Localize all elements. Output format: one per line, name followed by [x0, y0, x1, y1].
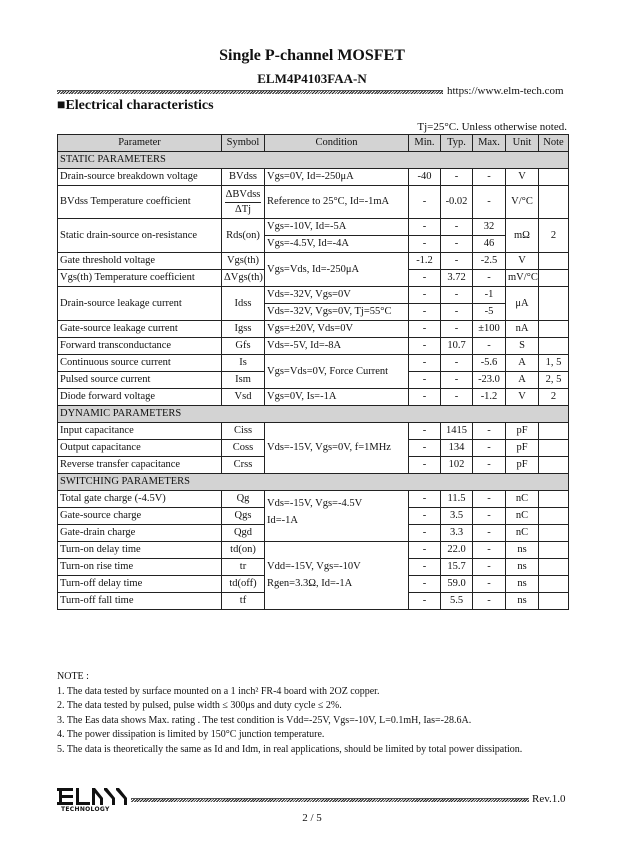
unit-cell: V/°C	[506, 186, 539, 219]
unit-cell: mV/°C	[506, 270, 539, 287]
fraction-symbol	[225, 188, 262, 217]
min-cell: -	[409, 559, 441, 576]
param-cell: Pulsed source current	[58, 372, 222, 389]
col-note: Note	[539, 135, 569, 152]
symbol-numerator: ΔBVdss	[225, 188, 262, 203]
symbol-denominator: ΔTj	[234, 203, 252, 215]
symbol-cell: td(on)	[222, 542, 265, 559]
col-unit: Unit	[506, 135, 539, 152]
max-cell: -23.0	[473, 372, 506, 389]
unit-cell: V	[506, 169, 539, 186]
typ-cell: 10.7	[441, 338, 473, 355]
note-cell	[539, 169, 569, 186]
symbol-cell: tr	[222, 559, 265, 576]
col-symbol: Symbol	[222, 135, 265, 152]
unit-cell: A	[506, 372, 539, 389]
max-cell: -	[473, 559, 506, 576]
condition-line-2: Id=-1A	[267, 515, 298, 526]
param-cell: Drain-source breakdown voltage	[58, 169, 222, 186]
min-cell: -	[409, 304, 441, 321]
min-cell: -	[409, 186, 441, 219]
condition-cell: Vgs=-4.5V, Id=-4A	[265, 236, 409, 253]
table-row	[58, 186, 569, 219]
condition-cell: Vgs=-10V, Id=-5A	[265, 219, 409, 236]
typ-cell: 3.5	[441, 508, 473, 525]
max-cell: 32	[473, 219, 506, 236]
note-cell	[539, 457, 569, 474]
min-cell: -	[409, 355, 441, 372]
symbol-cell: Qg	[222, 491, 265, 508]
note-cell: 2	[539, 389, 569, 406]
param-cell: Reverse transfer capacitance	[58, 457, 222, 474]
typ-cell: -	[441, 236, 473, 253]
note-cell	[539, 525, 569, 542]
symbol-cell: Qgs	[222, 508, 265, 525]
min-cell: -	[409, 423, 441, 440]
typ-cell: -0.02	[441, 186, 473, 219]
header-divider	[57, 90, 443, 94]
group-row-dynamic	[58, 406, 569, 423]
symbol-cell: Vsd	[222, 389, 265, 406]
param-cell: BVdss Temperature coefficient	[58, 186, 222, 219]
unit-cell: ns	[506, 576, 539, 593]
note-cell	[539, 270, 569, 287]
max-cell: -	[473, 525, 506, 542]
note-cell: 1, 5	[539, 355, 569, 372]
typ-cell: 102	[441, 457, 473, 474]
param-cell: Diode forward voltage	[58, 389, 222, 406]
min-cell: -	[409, 321, 441, 338]
typ-cell: -	[441, 321, 473, 338]
param-cell: Gate threshold voltage	[58, 253, 222, 270]
max-cell: -	[473, 169, 506, 186]
test-condition-note: Tj=25°C. Unless otherwise noted.	[417, 121, 567, 133]
typ-cell: -	[441, 372, 473, 389]
note-cell	[539, 559, 569, 576]
min-cell: -	[409, 440, 441, 457]
unit-cell: V	[506, 253, 539, 270]
min-cell: -	[409, 338, 441, 355]
table-row	[58, 355, 569, 372]
condition-line-2: Rgen=3.3Ω, Id=-1A	[267, 578, 353, 589]
note-cell	[539, 491, 569, 508]
max-cell: -1.2	[473, 389, 506, 406]
note-cell	[539, 287, 569, 321]
condition-cell	[265, 491, 409, 542]
min-cell: -	[409, 457, 441, 474]
table-row	[58, 321, 569, 338]
max-cell: -	[473, 542, 506, 559]
typ-cell: -	[441, 253, 473, 270]
param-cell: Output capacitance	[58, 440, 222, 457]
notes-title: NOTE :	[57, 671, 89, 682]
param-cell: Drain-source leakage current	[58, 287, 222, 321]
param-cell: Turn-off fall time	[58, 593, 222, 610]
condition-cell: Vds=-32V, Vgs=0V	[265, 287, 409, 304]
typ-cell: -	[441, 304, 473, 321]
col-condition: Condition	[265, 135, 409, 152]
typ-cell: 3.72	[441, 270, 473, 287]
col-typ: Typ.	[441, 135, 473, 152]
param-cell: Gate-drain charge	[58, 525, 222, 542]
condition-line-1: Vdd=-15V, Vgs=-10V	[267, 561, 361, 572]
group-label: DYNAMIC PARAMETERS	[58, 406, 569, 423]
condition-cell: Vds=-15V, Vgs=0V, f=1MHz	[265, 423, 409, 474]
note-cell	[539, 186, 569, 219]
max-cell: -5	[473, 304, 506, 321]
param-cell: Gate-source charge	[58, 508, 222, 525]
col-min: Min.	[409, 135, 441, 152]
param-cell: Turn-on rise time	[58, 559, 222, 576]
website-url[interactable]: https://www.elm-tech.com	[447, 85, 564, 97]
max-cell: -2.5	[473, 253, 506, 270]
note-cell: 2	[539, 219, 569, 253]
max-cell: -	[473, 593, 506, 610]
note-cell	[539, 253, 569, 270]
table-header-row	[58, 135, 569, 152]
min-cell: -	[409, 372, 441, 389]
param-cell: Input capacitance	[58, 423, 222, 440]
unit-cell: V	[506, 389, 539, 406]
condition-cell: Vgs=0V, Is=-1A	[265, 389, 409, 406]
max-cell: -5.6	[473, 355, 506, 372]
symbol-cell: ΔVgs(th)	[222, 270, 265, 287]
page-number: 2 / 5	[302, 812, 322, 824]
max-cell: -	[473, 576, 506, 593]
max-cell: -	[473, 270, 506, 287]
typ-cell: -	[441, 219, 473, 236]
symbol-cell: Ism	[222, 372, 265, 389]
typ-cell: 22.0	[441, 542, 473, 559]
unit-cell: mΩ	[506, 219, 539, 253]
table-row	[58, 491, 569, 508]
max-cell: 46	[473, 236, 506, 253]
max-cell: ±100	[473, 321, 506, 338]
note-cell	[539, 576, 569, 593]
note-item: 5. The data is theoretically the same as Id and Idm, in real applications, should be limited by total power dissipation.	[57, 743, 523, 755]
min-cell: -	[409, 236, 441, 253]
part-number: ELM4P4103FAA-N	[257, 71, 367, 86]
typ-cell: 15.7	[441, 559, 473, 576]
note-cell	[539, 593, 569, 610]
document-title: Single P-channel MOSFET	[219, 47, 405, 64]
typ-cell: -	[441, 287, 473, 304]
symbol-cell: Crss	[222, 457, 265, 474]
unit-cell: pF	[506, 457, 539, 474]
note-cell	[539, 338, 569, 355]
min-cell: -	[409, 542, 441, 559]
symbol-cell	[222, 186, 265, 219]
min-cell: -	[409, 389, 441, 406]
note-cell: 2, 5	[539, 372, 569, 389]
condition-cell: Vgs=0V, Id=-250μA	[265, 169, 409, 186]
unit-cell: pF	[506, 423, 539, 440]
revision-label: Rev.1.0	[532, 793, 566, 805]
symbol-cell: Rds(on)	[222, 219, 265, 253]
param-cell: Forward transconductance	[58, 338, 222, 355]
min-cell: -	[409, 491, 441, 508]
param-cell: Turn-off delay time	[58, 576, 222, 593]
group-label: SWITCHING PARAMETERS	[58, 474, 569, 491]
typ-cell: -	[441, 169, 473, 186]
unit-cell: nC	[506, 525, 539, 542]
min-cell: -	[409, 270, 441, 287]
param-cell: Static drain-source on-resistance	[58, 219, 222, 253]
min-cell: -40	[409, 169, 441, 186]
note-cell	[539, 542, 569, 559]
condition-cell: Vds=-32V, Vgs=0V, Tj=55°C	[265, 304, 409, 321]
max-cell: -	[473, 186, 506, 219]
typ-cell: 59.0	[441, 576, 473, 593]
max-cell: -	[473, 338, 506, 355]
param-cell: Gate-source leakage current	[58, 321, 222, 338]
symbol-cell: tf	[222, 593, 265, 610]
table-row	[58, 338, 569, 355]
condition-cell: Reference to 25°C, Id=-1mA	[265, 186, 409, 219]
note-item: 2. The data tested by pulsed, pulse width ≤ 300μs and duty cycle ≤ 2%.	[57, 700, 342, 711]
table-row	[58, 423, 569, 440]
min-cell: -1.2	[409, 253, 441, 270]
electrical-characteristics-table	[57, 134, 569, 610]
min-cell: -	[409, 576, 441, 593]
typ-cell: 11.5	[441, 491, 473, 508]
condition-line-1: Vds=-15V, Vgs=-4.5V	[267, 498, 363, 509]
condition-cell: Vgs=Vds=0V, Force Current	[265, 355, 409, 389]
logo-subtext: TECHNOLOGY	[61, 806, 110, 813]
symbol-cell: Coss	[222, 440, 265, 457]
table-row	[58, 389, 569, 406]
elm-technology-logo	[57, 786, 129, 814]
max-cell: -	[473, 423, 506, 440]
unit-cell: A	[506, 355, 539, 372]
group-row-switching	[58, 474, 569, 491]
symbol-cell: Idss	[222, 287, 265, 321]
col-parameter: Parameter	[58, 135, 222, 152]
symbol-cell: Is	[222, 355, 265, 372]
unit-cell: ns	[506, 593, 539, 610]
notes-section	[57, 670, 522, 757]
note-cell	[539, 321, 569, 338]
table-row	[58, 287, 569, 304]
col-max: Max.	[473, 135, 506, 152]
unit-cell: S	[506, 338, 539, 355]
note-cell	[539, 508, 569, 525]
typ-cell: 134	[441, 440, 473, 457]
condition-cell: Vgs=Vds, Id=-250μA	[265, 253, 409, 287]
symbol-cell: td(off)	[222, 576, 265, 593]
section-heading: ■Electrical characteristics	[57, 98, 214, 113]
group-row-static	[58, 152, 569, 169]
min-cell: -	[409, 287, 441, 304]
typ-cell: -	[441, 355, 473, 372]
typ-cell: 1415	[441, 423, 473, 440]
min-cell: -	[409, 219, 441, 236]
table-row	[58, 253, 569, 270]
min-cell: -	[409, 593, 441, 610]
max-cell: -	[473, 440, 506, 457]
unit-cell: pF	[506, 440, 539, 457]
max-cell: -	[473, 491, 506, 508]
param-cell: Vgs(th) Temperature coefficient	[58, 270, 222, 287]
max-cell: -	[473, 457, 506, 474]
max-cell: -1	[473, 287, 506, 304]
note-item: 1. The data tested by surface mounted on a 1 inch² FR-4 board with 2OZ copper.	[57, 685, 380, 697]
unit-cell: nC	[506, 508, 539, 525]
table-row	[58, 169, 569, 186]
symbol-cell: Qgd	[222, 525, 265, 542]
group-label: STATIC PARAMETERS	[58, 152, 569, 169]
note-item: 3. The Eas data shows Max. rating . The test condition is Vdd=-25V, Vgs=-10V, L=0.1mH, Ias=-28.6A.	[57, 714, 472, 726]
unit-cell: ns	[506, 559, 539, 576]
unit-cell: ns	[506, 542, 539, 559]
table-row	[58, 219, 569, 236]
condition-cell: Vds=-5V, Id=-8A	[265, 338, 409, 355]
min-cell: -	[409, 525, 441, 542]
note-cell	[539, 440, 569, 457]
unit-cell: nA	[506, 321, 539, 338]
footer-divider	[131, 798, 529, 802]
symbol-cell: BVdss	[222, 169, 265, 186]
param-cell: Turn-on delay time	[58, 542, 222, 559]
condition-cell	[265, 542, 409, 610]
typ-cell: -	[441, 389, 473, 406]
symbol-cell: Gfs	[222, 338, 265, 355]
unit-cell: nC	[506, 491, 539, 508]
typ-cell: 5.5	[441, 593, 473, 610]
param-cell: Continuous source current	[58, 355, 222, 372]
param-cell: Total gate charge (-4.5V)	[58, 491, 222, 508]
note-item: 4. The power dissipation is limited by 150°C junction temperature.	[57, 729, 325, 740]
symbol-cell: Ciss	[222, 423, 265, 440]
table-row	[58, 542, 569, 559]
min-cell: -	[409, 508, 441, 525]
unit-cell: μA	[506, 287, 539, 321]
note-cell	[539, 423, 569, 440]
typ-cell: 3.3	[441, 525, 473, 542]
symbol-cell: Vgs(th)	[222, 253, 265, 270]
condition-cell: Vgs=±20V, Vds=0V	[265, 321, 409, 338]
max-cell: -	[473, 508, 506, 525]
symbol-cell: Igss	[222, 321, 265, 338]
